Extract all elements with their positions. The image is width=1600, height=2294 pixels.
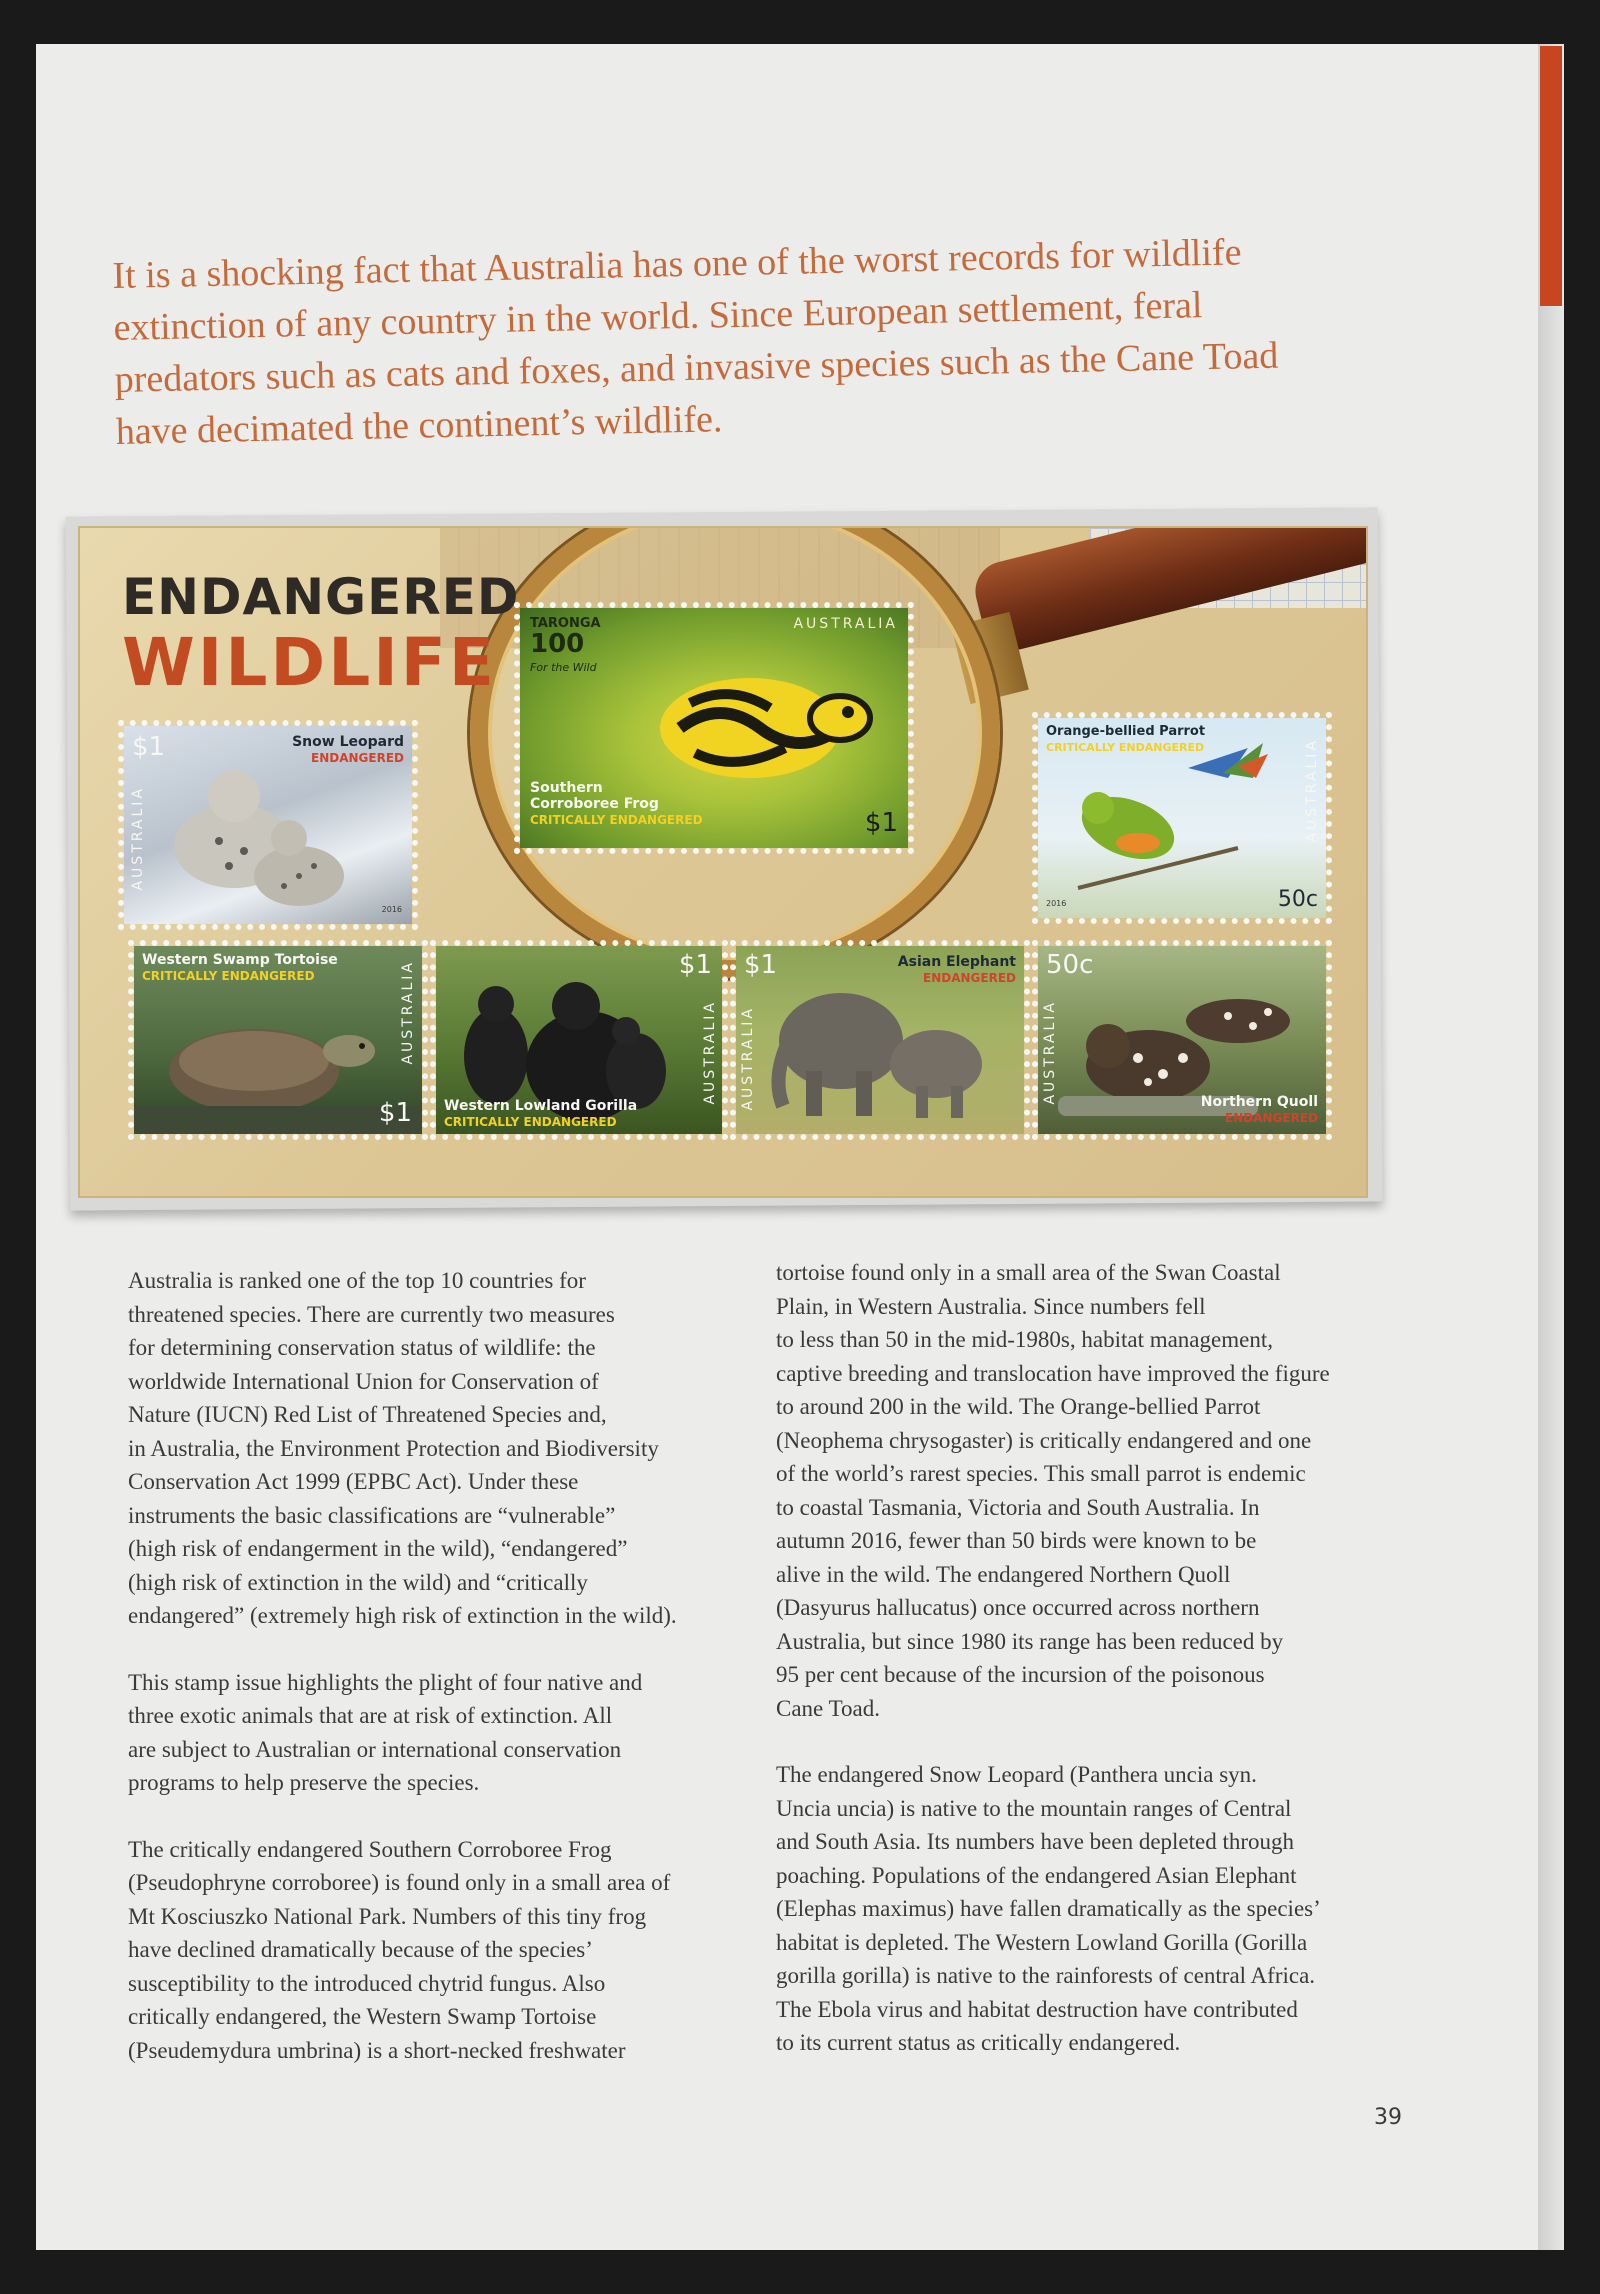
text-line: tortoise found only in a small area of the Swan Coastal: [776, 1260, 1281, 1285]
text-line: Mt Kosciuszko National Park. Numbers of this tiny frog: [128, 1903, 647, 1929]
text-line: The endangered Snow Leopard (Panthera uncia syn.: [776, 1762, 1257, 1787]
tortoise-status: CRITICALLY ENDANGERED: [142, 969, 315, 983]
text-line: to around 200 in the wild. The Orange-bellied Parrot: [776, 1394, 1261, 1419]
text-line: worldwide International Union for Conservation of: [128, 1368, 599, 1394]
text-line: (high risk of extinction in the wild) and “critically: [128, 1569, 588, 1595]
quoll-country: AUSTRALIA: [1042, 1000, 1058, 1105]
text-line: (Neophema chrysogaster) is critically endangered and one: [776, 1427, 1312, 1453]
text-line: captive breeding and translocation have improved the figure: [776, 1360, 1330, 1386]
frog-country: AUSTRALIA: [793, 616, 898, 632]
text-line: poaching. Populations of the endangered Asian Elephant: [776, 1862, 1297, 1888]
text-line: Australia, but since 1980 its range has been reduced by: [776, 1628, 1284, 1654]
text-line: Australia is ranked one of the top 10 countries for: [128, 1268, 586, 1293]
text-line: 95 per cent because of the incursion of the poisonous: [776, 1662, 1265, 1687]
text-line: habitat is depleted. The Western Lowland Gorilla (Gorilla: [776, 1929, 1308, 1955]
snow-leopard-denom: $1: [132, 732, 166, 762]
gorilla-country: AUSTRALIA: [702, 1000, 718, 1105]
snow-leopard-year: 2016: [381, 905, 402, 914]
text-line: to coastal Tasmania, Victoria and South Australia. In: [776, 1494, 1260, 1520]
gorilla-name: Western Lowland Gorilla: [444, 1098, 638, 1114]
parrot-name: Orange-bellied Parrot: [1046, 724, 1206, 739]
text-line: of the world’s rarest species. This small parrot is endemic: [776, 1461, 1306, 1486]
parrot-year: 2016: [1046, 899, 1067, 908]
tortoise-country: AUSTRALIA: [400, 960, 416, 1065]
parrot-status: CRITICALLY ENDANGERED: [1046, 741, 1205, 754]
frog-brand-line3: For the Wild: [530, 661, 597, 674]
text-line: (Pseudemydura umbrina) is a short-necked freshwater: [128, 2037, 626, 2063]
text-line: (Dasyurus hallucatus) once occurred across northern: [776, 1595, 1260, 1620]
gorilla-denom: $1: [678, 950, 712, 980]
snow-leopard-status: ENDANGERED: [311, 751, 404, 765]
stamp-snow-leopard: [118, 720, 418, 930]
left-paragraph-3: [128, 1833, 748, 2068]
text-line: alive in the wild. The endangered Northern Quoll: [776, 1561, 1231, 1587]
text-line: and South Asia. Its numbers have been depleted through: [776, 1829, 1295, 1854]
elephant-country: AUSTRALIA: [740, 1006, 756, 1111]
sheet-title-line2: WILDLIFE: [122, 624, 497, 701]
text-line: programs to help preserve the species.: [128, 1770, 480, 1795]
frog-brand-line2: 100: [530, 629, 585, 659]
text-line: critically endangered, the Western Swamp Tortoise: [128, 2004, 597, 2029]
text-line: (Elephas maximus) have fallen dramatically as the species’: [776, 1896, 1321, 1921]
text-line: susceptibility to the introduced chytrid fungus. Also: [128, 1970, 606, 1996]
stamp-western-lowland-gorilla: [430, 940, 728, 1140]
text-line: autumn 2016, fewer than 50 birds were known to be: [776, 1528, 1257, 1553]
right-column: [776, 1256, 1416, 2093]
text-line: Plain, in Western Australia. Since numbers fell: [776, 1293, 1206, 1319]
text-line: endangered” (extremely high risk of extinction in the wild).: [128, 1603, 677, 1628]
elephant-name: Asian Elephant: [897, 954, 1016, 970]
text-line: to less than 50 in the mid-1980s, habitat management,: [776, 1327, 1273, 1352]
intro-line: predators such as cats and foxes, and invasive species such as the Cane Toad: [114, 334, 1279, 401]
text-line: (high risk of endangerment in the wild), “endangered”: [128, 1536, 628, 1561]
left-paragraph-1: [128, 1264, 748, 1633]
tortoise-name: Western Swamp Tortoise: [142, 952, 338, 968]
right-paragraph-2: [776, 1758, 1416, 2060]
frog-name-line1: Southern: [530, 780, 603, 796]
text-line: (Pseudophryne corroboree) is found only in a small area of: [128, 1870, 671, 1895]
stamp-western-swamp-tortoise: [128, 940, 428, 1140]
text-line: three exotic animals that are at risk of extinction. All: [128, 1703, 613, 1728]
intro-line: extinction of any country in the world. Since European settlement, feral: [113, 284, 1203, 349]
frog-status: CRITICALLY ENDANGERED: [530, 813, 703, 827]
orange-tab: [1540, 46, 1562, 306]
text-line: threatened species. There are currently two measures: [128, 1301, 615, 1327]
text-line: instruments the basic classifications are “vulnerable”: [128, 1502, 616, 1528]
quoll-name: Northern Quoll: [1200, 1094, 1318, 1110]
stamp-sheet: [78, 526, 1368, 1198]
text-line: The Ebola virus and habitat destruction have contributed: [776, 1996, 1298, 2022]
gorilla-status: CRITICALLY ENDANGERED: [444, 1115, 617, 1129]
tortoise-denom: $1: [378, 1098, 412, 1128]
elephant-status: ENDANGERED: [923, 971, 1016, 985]
text-line: are subject to Australian or international conservation: [128, 1736, 622, 1762]
frog-denom: $1: [864, 808, 898, 838]
sheet-title-line1: ENDANGERED: [122, 568, 520, 626]
text-line: Conservation Act 1999 (EPBC Act). Under these: [128, 1469, 579, 1494]
text-line: The critically endangered Southern Corroboree Frog: [128, 1836, 612, 1862]
frog-brand-line1: TARONGA: [530, 616, 601, 631]
stamp-asian-elephant: [730, 940, 1030, 1140]
text-line: Cane Toad.: [776, 1695, 880, 1721]
intro-line: have decimated the continent’s wildlife.: [115, 398, 723, 453]
frog-name-line2: Corroboree Frog: [530, 796, 659, 812]
text-line: Nature (IUCN) Red List of Threatened Species and,: [128, 1402, 607, 1427]
intro-line: It is a shocking fact that Australia has one of the worst records for wildlife: [112, 231, 1242, 297]
text-line: gorilla gorilla) is native to the rainforests of central Africa.: [776, 1963, 1316, 1988]
quoll-denom: 50c: [1046, 950, 1094, 980]
left-paragraph-2: [128, 1666, 748, 1800]
page-number: 39: [1374, 2105, 1402, 2130]
quoll-status: ENDANGERED: [1225, 1111, 1318, 1125]
snow-leopard-country: AUSTRALIA: [130, 786, 146, 891]
parrot-country: AUSTRALIA: [1304, 738, 1320, 843]
text-line: have declined dramatically because of the species’: [128, 1937, 593, 1962]
parrot-denom: 50c: [1277, 887, 1318, 912]
text-line: This stamp issue highlights the plight of four native and: [128, 1669, 643, 1695]
right-paragraph-1: [776, 1256, 1416, 1725]
left-column: [128, 1264, 748, 2100]
elephant-denom: $1: [744, 950, 778, 980]
stamp-corroboree-frog: [514, 602, 914, 854]
text-line: for determining conservation status of wildlife: the: [128, 1335, 596, 1360]
text-line: to its current status as critically endangered.: [776, 2030, 1181, 2055]
snow-leopard-name: Snow Leopard: [292, 734, 404, 750]
stamp-northern-quoll: [1032, 940, 1332, 1140]
stamp-orange-bellied-parrot: [1032, 712, 1332, 924]
text-line: Uncia uncia) is native to the mountain ranges of Central: [776, 1795, 1292, 1821]
intro-text: [112, 224, 1366, 458]
page-edge: [1538, 44, 1564, 2250]
text-line: in Australia, the Environment Protection and Biodiversity: [128, 1435, 659, 1461]
